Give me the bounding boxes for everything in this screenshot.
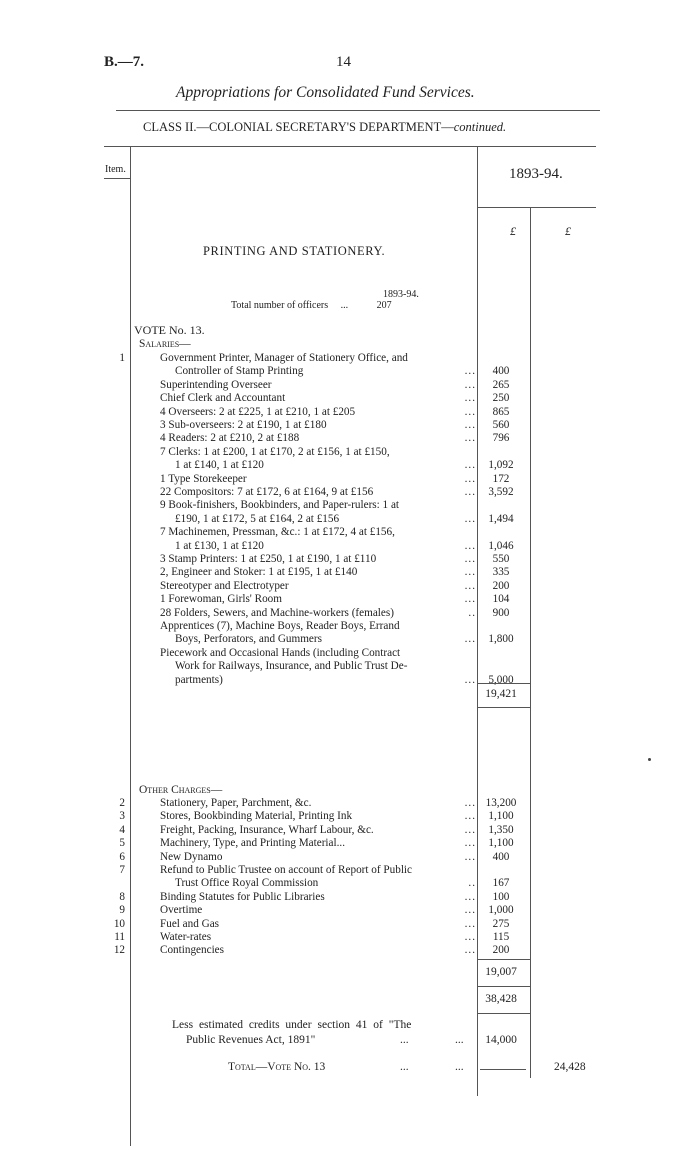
table-row [0,593,700,606]
table-row [0,660,700,673]
table-row [0,486,700,499]
item-column-header: Item. [105,164,126,175]
row-description: 3 Stamp Printers: 1 at £250, 1 at £190, 1 at £110 [160,553,377,565]
row-amount: 400 [492,365,510,378]
row-description: Overtime [160,904,203,917]
table-row [0,851,700,864]
row-description: £190, 1 at £172, 5 at £164, 2 at £156 [175,512,340,525]
row-amount: 550 [492,553,510,565]
page-number: 14 [336,54,351,70]
header-rule [116,110,600,111]
combined-total-rule [477,1013,530,1014]
leader-dots: ... [464,797,476,809]
leader-dots: ... [464,850,476,863]
table-row [0,931,700,944]
table-row [0,526,700,539]
row-description: Work for Railways, Insurance, and Public Trust De- [175,660,408,673]
officers-line [231,300,392,311]
section-title: PRINTING AND STATIONERY. [203,244,386,258]
table-row [0,406,700,419]
row-description: 1 at £140, 1 at £120 [175,459,264,472]
item-number: 2 [119,797,125,809]
row-amount: 560 [492,419,510,431]
row-amount: 400 [492,850,510,863]
row-amount: 115 [492,931,510,943]
item-number: 11 [114,931,125,943]
leader-dots: ... [464,472,476,485]
row-amount: 1,100 [488,810,514,823]
row-description: 3 Sub-overseers: 2 at £190, 1 at £180 [160,419,327,431]
item-number: 9 [119,904,125,917]
table-row [0,473,700,486]
row-description: Water-rates [160,931,212,943]
row-description: Stationery, Paper, Parchment, &c. [160,797,312,809]
item-number: 4 [119,823,125,836]
row-description: 1 Forewoman, Girls' Room [160,593,282,606]
item-number: 3 [119,810,125,823]
leader-dots: ... [464,890,476,903]
grand-total-dots-2: ... [455,1061,464,1073]
table-row [0,365,700,378]
row-amount: 100 [492,890,510,903]
class-heading [143,120,506,135]
table-row [0,419,700,432]
table-row [0,459,700,472]
leader-dots: ... [464,810,476,823]
table-row [0,918,700,931]
row-amount: 796 [492,432,510,445]
item-number: 1 [119,352,125,364]
stray-mark [648,758,651,761]
table-row [0,566,700,579]
table-row [0,499,700,512]
less-credits-line-1: Less estimated credits under section 41 of "The [172,1019,412,1031]
row-amount: 1,046 [488,539,514,552]
less-credits-dots-2: ... [455,1034,464,1046]
less-credits-dots: ... [400,1034,409,1046]
row-amount: 265 [492,378,510,391]
row-description: Freight, Packing, Insurance, Wharf Labour, &c. [160,823,374,836]
row-description: Controller of Stamp Printing [175,365,304,378]
row-description: 4 Readers: 2 at £210, 2 at £188 [160,432,300,445]
leader-dots: ... [464,405,476,418]
table-row [0,379,700,392]
leader-dots: ... [464,633,476,646]
row-amount: 335 [492,566,510,579]
row-amount: 275 [492,917,510,930]
leader-dots: ... [464,378,476,391]
leader-dots: ... [464,673,476,686]
officers-label: Total number of officers [231,300,329,311]
row-description: Stores, Bookbinding Material, Printing Ink [160,810,353,823]
item-number: 7 [119,864,125,876]
row-description: Trust Office Royal Commission [175,877,319,890]
year-column-header: 1893-94. [509,166,563,182]
leader-dots: ... [464,392,476,405]
page-ref: B.—7. [104,54,145,70]
less-credits-amount: 14,000 [485,1034,517,1046]
leader-dots: ... [464,365,476,378]
leader-dots: ... [464,944,476,957]
table-row [0,446,700,459]
table-row [0,837,700,850]
row-description: Fuel and Gas [160,917,220,930]
grand-total-label: Total—Vote No. 13 [228,1061,326,1073]
row-description: Piecework and Occasional Hands (including Contract [160,646,401,659]
class-heading-continued: continued. [453,120,507,134]
combined-total: 38,428 [485,993,517,1005]
leader-dots: ... [464,904,476,917]
other-total-rule-bottom [477,986,530,987]
grand-total-rule [480,1069,526,1070]
row-description: Stereotyper and Electrotyper [160,579,289,592]
table-row [0,540,700,553]
row-description: 2, Engineer and Stoker: 1 at £195, 1 at £140 [160,566,358,579]
table-row [0,633,700,646]
row-description: Chief Clerk and Accountant [160,392,286,405]
row-description: Refund to Public Trustee on account of Report of Public [160,864,413,876]
row-amount: 1,100 [488,837,514,850]
page-title: Appropriations for Consolidated Fund Services. [176,84,475,101]
leader-dots: ... [464,432,476,445]
leader-dots: ... [464,459,476,472]
leader-dots: ... [464,553,476,565]
row-amount: 865 [492,405,510,418]
row-description: 7 Machinemen, Pressman, &c.: 1 at £172, 4 at £156, [160,526,395,539]
table-row [0,553,700,566]
row-amount: 1,494 [488,512,514,525]
table-row [0,824,700,837]
less-credits-line-2: Public Revenues Act, 1891" [186,1034,316,1046]
row-description: partments) [175,673,223,686]
table-row [0,674,700,687]
table-row [0,352,700,365]
table-row [0,392,700,405]
item-number: 5 [119,837,125,850]
pound-header-1: £ [510,224,516,238]
table-row [0,891,700,904]
row-amount: 5,000 [488,673,514,686]
salaries-total-rule-bottom [477,707,530,708]
table-row [0,607,700,620]
table-row [0,513,700,526]
row-description: Superintending Overseer [160,378,272,391]
item-number: 10 [113,917,125,930]
table-row [0,877,700,890]
row-description: 7 Clerks: 1 at £200, 1 at £170, 2 at £156, 1 at £150, [160,445,390,458]
row-description: 22 Compositors: 7 at £172, 6 at £164, 9 at £156 [160,486,374,498]
other-charges-heading: Other Charges— [139,784,223,796]
row-description: Contingencies [160,944,225,957]
officers-year: 1893-94. [383,289,419,300]
row-description: Machinery, Type, and Printing Material... [160,837,346,850]
leader-dots: ... [464,837,476,850]
leader-dots: ... [464,579,476,592]
item-number: 12 [113,944,125,957]
table-row [0,944,700,957]
leader-dots: ... [464,539,476,552]
table-row [0,797,700,810]
row-amount: 250 [492,392,510,405]
table-row [0,580,700,593]
leader-dots: .. [468,877,476,890]
row-description: Binding Statutes for Public Libraries [160,890,325,903]
row-description: New Dynamo [160,850,223,863]
row-description: 9 Book-finishers, Bookbinders, and Paper-rulers: 1 at [160,499,400,512]
table-row [0,810,700,823]
row-amount: 1,092 [488,459,514,472]
leader-dots: ... [464,419,476,431]
salaries-total-rule-top [477,683,530,684]
row-amount: 900 [492,606,510,619]
grand-total-amount: 24,428 [554,1061,586,1073]
leader-dots: ... [464,593,476,606]
row-description: Apprentices (7), Machine Boys, Reader Boys, Errand [160,620,400,632]
leader-dots: ... [464,823,476,836]
class-heading-main: CLASS II.—COLONIAL SECRETARY'S DEPARTMENT— [143,120,454,134]
table-row [0,620,700,633]
leader-dots: ... [464,931,476,943]
row-amount: 1,800 [488,633,514,646]
row-description: 4 Overseers: 2 at £225, 1 at £210, 1 at £205 [160,405,356,418]
row-amount: 200 [492,579,510,592]
year-underline [477,207,596,208]
table-row [0,904,700,917]
leader-dots: ... [464,566,476,579]
row-amount: 1,350 [488,823,514,836]
row-description: Boys, Perforators, and Gummers [175,633,322,646]
row-amount: 13,200 [485,797,517,809]
row-amount: 1,000 [488,904,514,917]
row-amount: 3,592 [488,486,514,498]
item-underline [104,178,130,179]
vote-heading: VOTE No. 13. [134,323,205,337]
item-number: 8 [119,890,125,903]
item-number: 6 [119,850,125,863]
leader-dots: ... [464,486,476,498]
row-amount: 200 [492,944,510,957]
grand-total-dots: ... [400,1061,409,1073]
row-amount: 172 [492,472,510,485]
other-total-rule-top [477,959,530,960]
table-row [0,864,700,877]
leader-dots: ... [464,917,476,930]
officers-count: 207 [376,300,392,311]
row-amount: 104 [492,593,510,606]
table-row [0,647,700,660]
officers-dots: ... [340,300,349,311]
row-amount: 167 [492,877,510,890]
leader-dots: .. [468,606,476,619]
row-description: 1 at £130, 1 at £120 [175,539,264,552]
table-row [0,432,700,445]
row-description: 28 Folders, Sewers, and Machine-workers (females) [160,606,394,619]
salaries-heading: Salaries— [139,338,191,350]
other-total: 19,007 [485,966,517,978]
row-description: Government Printer, Manager of Stationery Office, and [160,352,408,364]
row-description: 1 Type Storekeeper [160,472,247,485]
salaries-total: 19,421 [485,688,517,700]
leader-dots: ... [464,512,476,525]
table-top-rule [104,146,596,147]
pound-header-2: £ [565,224,571,238]
